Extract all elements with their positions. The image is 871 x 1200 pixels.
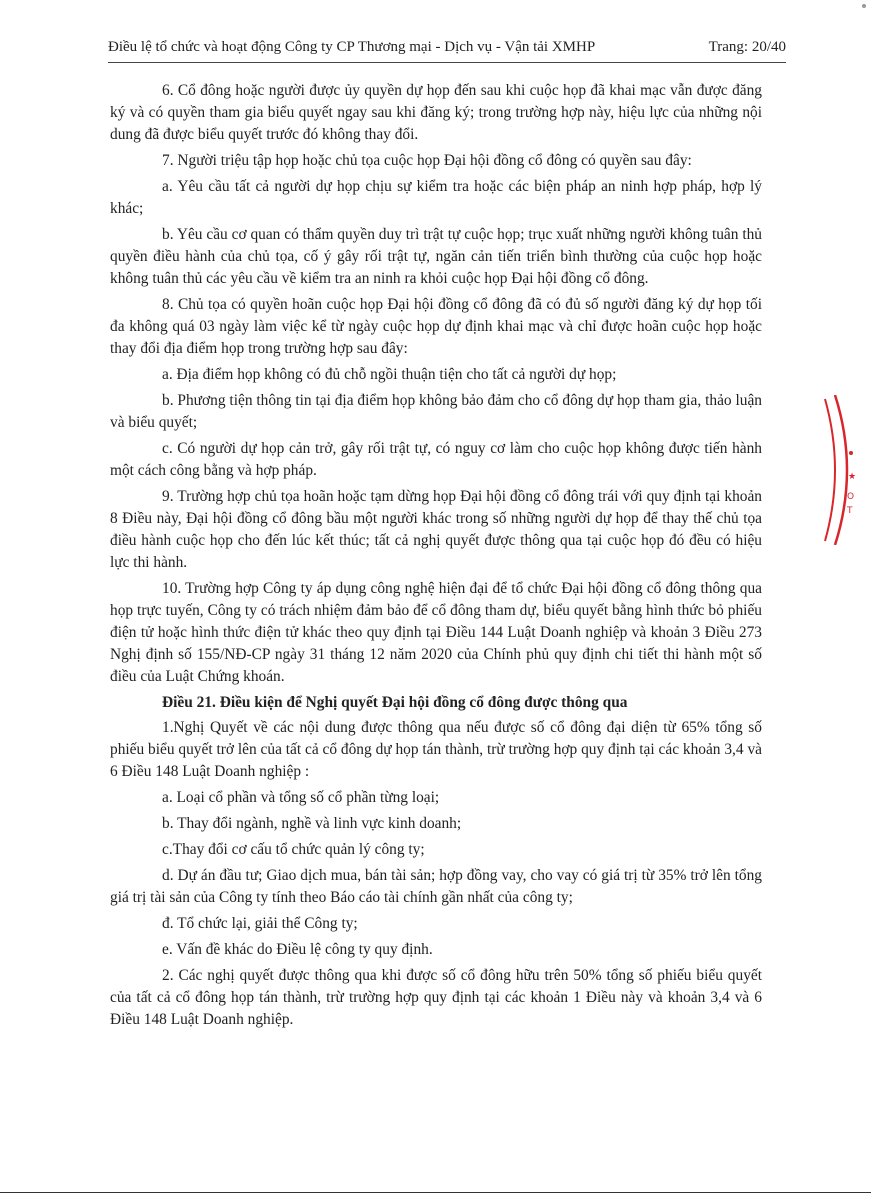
paragraph: b. Phương tiện thông tin tại địa điểm họp không bảo đảm cho cổ đông dự họp tham gia, thảo luận và biểu quyết; [110,392,762,431]
paragraph: 7. Người triệu tập họp hoặc chủ tọa cuộc họp Đại hội đồng cổ đông có quyền sau đây: [162,152,692,169]
svg-text:T: T [847,506,853,516]
paragraph: 8. Chủ tọa có quyền hoãn cuộc họp Đại hội đồng cổ đông đã có đủ số người đăng ký dự họp tối đa không quá 03 ngày làm việc kể từ ngày cuộc họp dự định khai mạc và chỉ được hoãn cuộc họp hoặc thay đổi địa điểm họp trong trường hợp sau đây: [110,296,762,357]
paragraph: a. Yêu cầu tất cả người dự họp chịu sự kiểm tra hoặc các biện pháp an ninh hợp pháp, hợp lý khác; [110,178,762,217]
paragraph: 9. Trường hợp chủ tọa hoãn hoặc tạm dừng họp Đại hội đồng cổ đông trái với quy định tại khoản 8 Điều này, Đại hội đồng cổ đông bầu một người khác trong số những người dự họp để thay thế chủ tọa điều hành cuộc họp cho đến lúc kết thúc; tất cả nghị quyết được thông qua tại cuộc họp đó đều có hiệu lực thi hành. [110,488,762,571]
header-divider [108,62,786,63]
scan-edge-line [0,1192,871,1193]
article-heading: Điều 21. Điều kiện để Nghị quyết Đại hội đồng cổ đông được thông qua [162,694,628,711]
paragraph: c. Có người dự họp cản trở, gây rối trật tự, có nguy cơ làm cho cuộc họp không được tiến hành một cách công bằng và hợp pháp. [110,440,762,479]
paragraph: b. Thay đổi ngành, nghề và linh vực kinh doanh; [162,815,462,832]
paragraph: 2. Các nghị quyết được thông qua khi được số cổ đông hữu trên 50% tổng số phiếu biểu quyết của tất cả cổ đông họp tán thành, trừ trường hợp quy định tại các khoản 1 Điều này và khoản 3,4 và 6 Điều 148 Luật Doanh nghiệp. [110,967,762,1028]
paragraph: c.Thay đổi cơ cấu tổ chức quản lý công ty; [162,841,425,858]
document-body [110,80,762,1035]
paragraph: d. Dự án đầu tư; Giao dịch mua, bán tài sản; hợp đồng vay, cho vay có giá trị từ 35% trở lên tổng giá trị tài sản của Công ty tính theo Báo cáo tài chính gần nhất của công ty; [110,867,762,906]
scan-speck [862,4,866,8]
paragraph: a. Loại cổ phần và tổng số cổ phần từng loại; [162,789,440,806]
svg-text:O: O [847,492,855,502]
paragraph: a. Địa điểm họp không có đủ chỗ ngồi thuận tiện cho tất cả người dự họp; [162,366,617,383]
paragraph: e. Vấn đề khác do Điều lệ công ty quy định. [162,941,433,958]
svg-text:★: ★ [848,472,857,482]
paragraph: 1.Nghị Quyết về các nội dung được thông qua nếu được số cổ đông đại diện từ 65% tổng số phiếu biểu quyết trở lên của tất cả cổ đông dự họp tán thành, trừ trường hợp quy định tại các khoản 3,4 và 6 Điều 148 Luật Doanh nghiệp : [110,719,762,780]
page-number: Trang: 20/40 [708,39,786,55]
document-title: Điều lệ tổ chức và hoạt động Công ty CP Thương mại - Dịch vụ - Vận tải XMHP [108,39,596,55]
company-seal-fragment [811,395,871,545]
paragraph: b. Yêu cầu cơ quan có thẩm quyền duy trì trật tự cuộc họp; trục xuất những người không tuân thủ quyền điều hành của chủ tọa, cố ý gây rối trật tự, ngăn cản tiến triển bình thường của cuộc họp hoặc không tuân thủ các yêu cầu về kiểm tra an ninh ra khỏi cuộc họp Đại hội đồng cổ đông. [110,226,762,287]
paragraph: 6. Cổ đông hoặc người được ủy quyền dự họp đến sau khi cuộc họp đã khai mạc vẫn được đăng ký và có quyền tham gia biểu quyết ngay sau khi đăng ký; trong trường hợp này, hiệu lực của những nội dung đã được biểu quyết trước đó không thay đổi. [110,82,762,143]
paragraph: đ. Tổ chức lại, giải thể Công ty; [162,915,358,932]
seal-arc-icon [811,395,871,545]
page-header [108,36,786,58]
paragraph: 10. Trường hợp Công ty áp dụng công nghệ hiện đại để tổ chức Đại hội đồng cổ đông thông qua họp trực tuyến, Công ty có trách nhiệm đảm bảo để cổ đông tham dự, biểu quyết bằng hình thức bỏ phiếu điện tử hoặc hình thức điện tử khác theo quy định tại Điều 144 Luật Doanh nghiệp và khoản 3 Điều 273 Nghị định số 155/NĐ-CP ngày 31 tháng 12 năm 2020 của Chính phủ quy định chi tiết thi hành một số điều của Luật Chứng khoán. [110,580,762,685]
